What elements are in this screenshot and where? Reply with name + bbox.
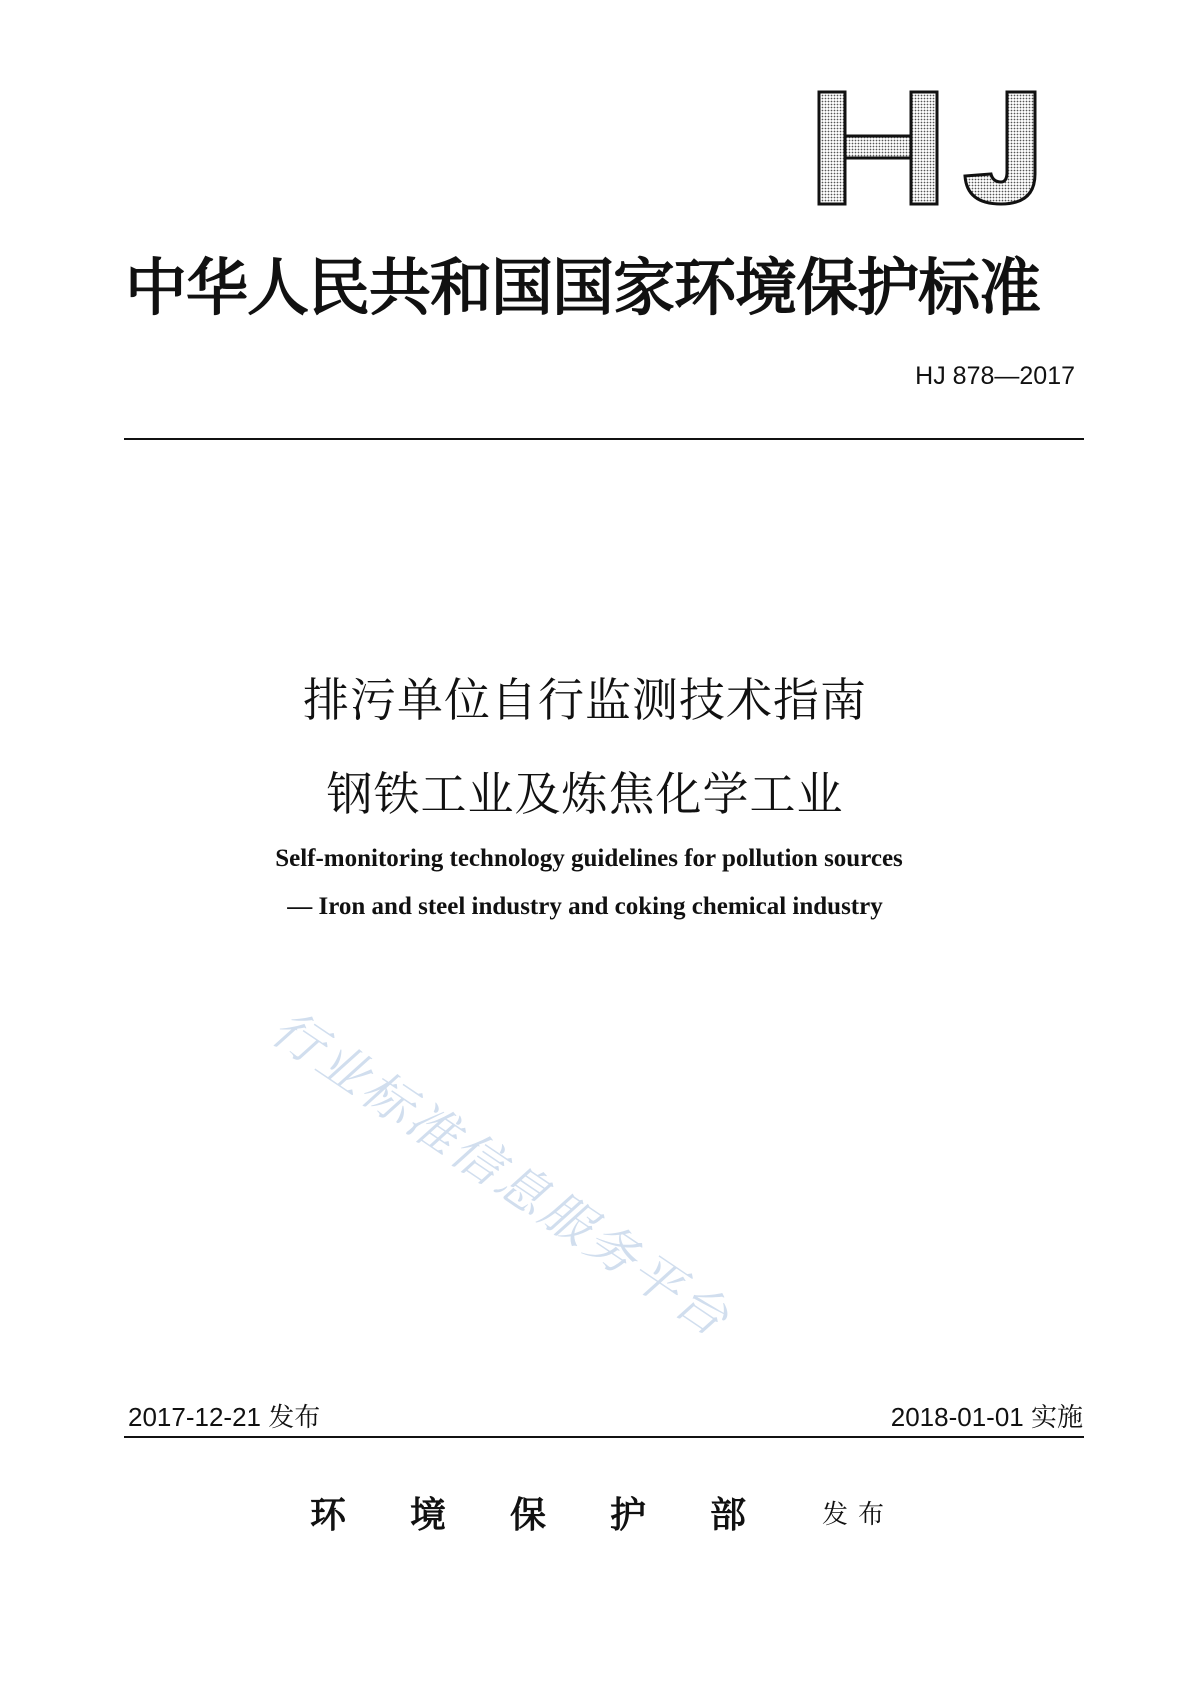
- standard-number: HJ 878—2017: [915, 362, 1075, 390]
- agency-title: 中华人民共和国国家环境保护标准: [125, 251, 1041, 324]
- title-cn-line2: 钢铁工业及炼焦化学工业: [326, 767, 844, 821]
- h-letter-icon: [819, 92, 937, 204]
- title-cn-line1: 排污单位自行监测技术指南: [303, 673, 867, 727]
- publisher: 环境保护部: [310, 1494, 811, 1536]
- divider-bottom: [124, 1436, 1084, 1438]
- divider-top: [124, 438, 1084, 440]
- publish-word: 发布: [822, 1500, 895, 1530]
- implementation-date: 2018-01-01 实施: [890, 1402, 1083, 1432]
- j-letter-icon: [965, 92, 1035, 204]
- title-en-line2: — Iron and steel industry and coking chemical industry: [287, 893, 883, 920]
- title-en-line1: Self-monitoring technology guidelines for pollution sources: [275, 845, 903, 872]
- watermark: 行业标准信息服务平台: [261, 999, 742, 1350]
- hj-logo: [815, 88, 1045, 208]
- issue-date: 2017-12-21 发布: [128, 1402, 321, 1432]
